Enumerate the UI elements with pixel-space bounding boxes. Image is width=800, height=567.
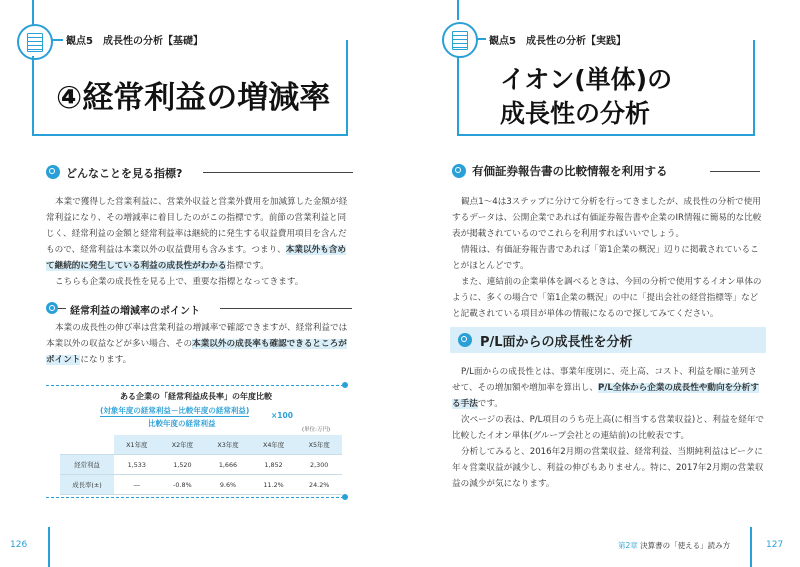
target-icon — [458, 333, 472, 347]
footer-running-title — [618, 540, 730, 551]
growth-table — [60, 435, 342, 495]
column-header: X3年度 — [205, 435, 251, 455]
section-heading-bar — [450, 327, 766, 353]
highlight-text: 本業以外も含めて継続的に発生している利益の成長性がわかる — [46, 245, 346, 271]
column-header: X4年度 — [251, 435, 297, 455]
section-body — [46, 194, 352, 290]
formula-denominator: 比較年度の経常利益 — [148, 419, 216, 428]
table-cell: 9.6% — [205, 475, 251, 495]
page-title-line1: イオン(単体)の — [500, 65, 673, 94]
page-title-line2: 成長性の分析 — [500, 99, 651, 128]
page-number: 127 — [766, 540, 784, 550]
formula-multiplier: ×100 — [271, 411, 293, 420]
paragraph: 情報は、有価証券報告書であれば「第1企業の概況」辺りに掲載されていることがほとんどです。 — [452, 245, 759, 271]
section-body — [452, 364, 764, 492]
table-cell: 24.2% — [296, 475, 342, 495]
target-icon — [46, 165, 60, 179]
page-number: 126 — [10, 540, 28, 550]
header-connector — [51, 39, 63, 41]
figure-border-top — [46, 385, 344, 387]
paragraph: また、連結前の企業単体を調べるときは、今回の分析で使用するイオン単体のように、多くの場合で「第1企業の概況」の中に「提出会社の経営指標等」などと記載されている項目が単体の情報になるので探してみてください。 — [452, 277, 762, 319]
table-header-row — [60, 435, 342, 455]
heading-rule — [203, 172, 353, 173]
target-icon — [46, 302, 58, 314]
heading-rule — [220, 308, 352, 309]
viewpoint-label: 観点5 成長性の分析【基礎】 — [66, 36, 203, 47]
subsection-heading: 経常利益の増減率のポイント — [70, 306, 200, 317]
footer-title: 決算書の「使える」読み方 — [640, 541, 731, 550]
heading-rule — [58, 308, 66, 309]
table-cell: ― — [114, 475, 160, 495]
table-cell: 11.2% — [251, 475, 297, 495]
target-icon — [452, 164, 466, 178]
highlight-text: P/L全体から企業の成長性や動向を分析する手法 — [452, 383, 759, 409]
highlight-text: 本業以外の成長率も確認できるところがポイント — [46, 339, 347, 365]
row-header: 経常利益 — [60, 455, 114, 475]
column-header: X5年度 — [296, 435, 342, 455]
table-row — [60, 455, 342, 475]
table-row — [60, 475, 342, 495]
table-corner — [60, 435, 114, 455]
table-cell: 1,666 — [205, 455, 251, 475]
figure-caption: ある企業の「経常利益成長率」の年度比較 — [120, 392, 272, 401]
paragraph: 本業の成長性の伸び率は営業利益の増減率で確認できますが、経常利益では本業以外の収益などが多い場合、その本業以外の成長率も確認できるところがポイントになります。 — [46, 323, 348, 365]
title-frame-left — [32, 56, 34, 136]
footer-chapter: 第2章 — [618, 541, 638, 550]
paragraph: 本業で獲得した営業利益に、営業外収益と営業外費用を加減算した金額が経常利益になり、その増減率に着目したのがこの指標です。前節の営業利益と同じく、経常利益の金額と経常利益率は継続的に発生する収益費用項目を含んだもので、経常利益は本業以外の収益費用も含みます。つまり、本業以外も含めて継続的に発生している利益の成長性がわかる指標です。 — [46, 197, 348, 271]
title-frame-right — [346, 40, 348, 136]
section-heading: どんなことを見る指標? — [66, 167, 183, 180]
title-frame-bottom — [32, 134, 348, 136]
paragraph: こちらも企業の成長性を見る上で、重要な指標となってきます。 — [55, 277, 304, 287]
formula-numerator: (対象年度の経常利益－比較年度の経常利益) — [100, 406, 250, 415]
column-header: X2年度 — [160, 435, 206, 455]
title-frame-left — [457, 56, 459, 136]
right-page — [400, 0, 800, 567]
title-frame-right — [753, 40, 755, 136]
table-cell: 2,300 — [296, 455, 342, 475]
table-cell: 1,520 — [160, 455, 206, 475]
page-title: ④経常利益の増減率 — [56, 80, 331, 116]
section-body — [452, 194, 764, 322]
figure-dot — [342, 382, 348, 388]
footer-line — [750, 527, 752, 567]
section-heading: 有価証券報告書の比較情報を利用する — [472, 164, 668, 178]
paragraph: 観点1～4は3ステップに分けて分析を行ってきましたが、成長性の分析で使用するデータは、公開企業であれば有価証券報告書や企業のIR情報に簡易的な比較表が掲載されているのでこれらを利用すればいいでしょう。 — [452, 197, 762, 239]
table-cell: -0.8% — [160, 475, 206, 495]
viewpoint-label: 観点5 成長性の分析【実践】 — [489, 36, 626, 47]
document-icon — [17, 24, 53, 60]
table-cell: 1,852 — [251, 455, 297, 475]
heading-rule — [710, 171, 760, 172]
unit-label: (単位:万円) — [302, 427, 331, 433]
subsection-body — [46, 320, 352, 368]
paragraph: 次ページの表は、P/L項目のうち売上高(に相当する営業収益)と、利益を経年で比較したイオン単体(グループ会社との連結前)の比較表です。 — [452, 415, 764, 441]
document-icon — [442, 22, 478, 58]
paragraph: P/L面からの成長性とは、事業年度別に、売上高、コスト、利益を順に並列させて、その増加額や増加率を算出し、P/L全体から企業の成長性や動向を分析する手法です。 — [452, 367, 759, 409]
title-frame-bottom — [457, 134, 755, 136]
header-connector — [476, 38, 486, 40]
column-header: X1年度 — [114, 435, 160, 455]
figure-border-bottom — [46, 497, 344, 499]
figure-dot — [342, 494, 348, 500]
header-line-top — [457, 0, 459, 20]
paragraph: 分析してみると、2016年2月期の営業収益、経常利益、当期純利益はピークに年々営業収益が減少し、利益の伸びもありません。特に、2017年2月期の営業収益の減少が気になります。 — [452, 447, 764, 489]
section-heading: P/L面からの成長性を分析 — [480, 335, 633, 350]
footer-line — [48, 527, 50, 567]
row-header: 成長率(±) — [60, 475, 114, 495]
table-cell: 1,533 — [114, 455, 160, 475]
